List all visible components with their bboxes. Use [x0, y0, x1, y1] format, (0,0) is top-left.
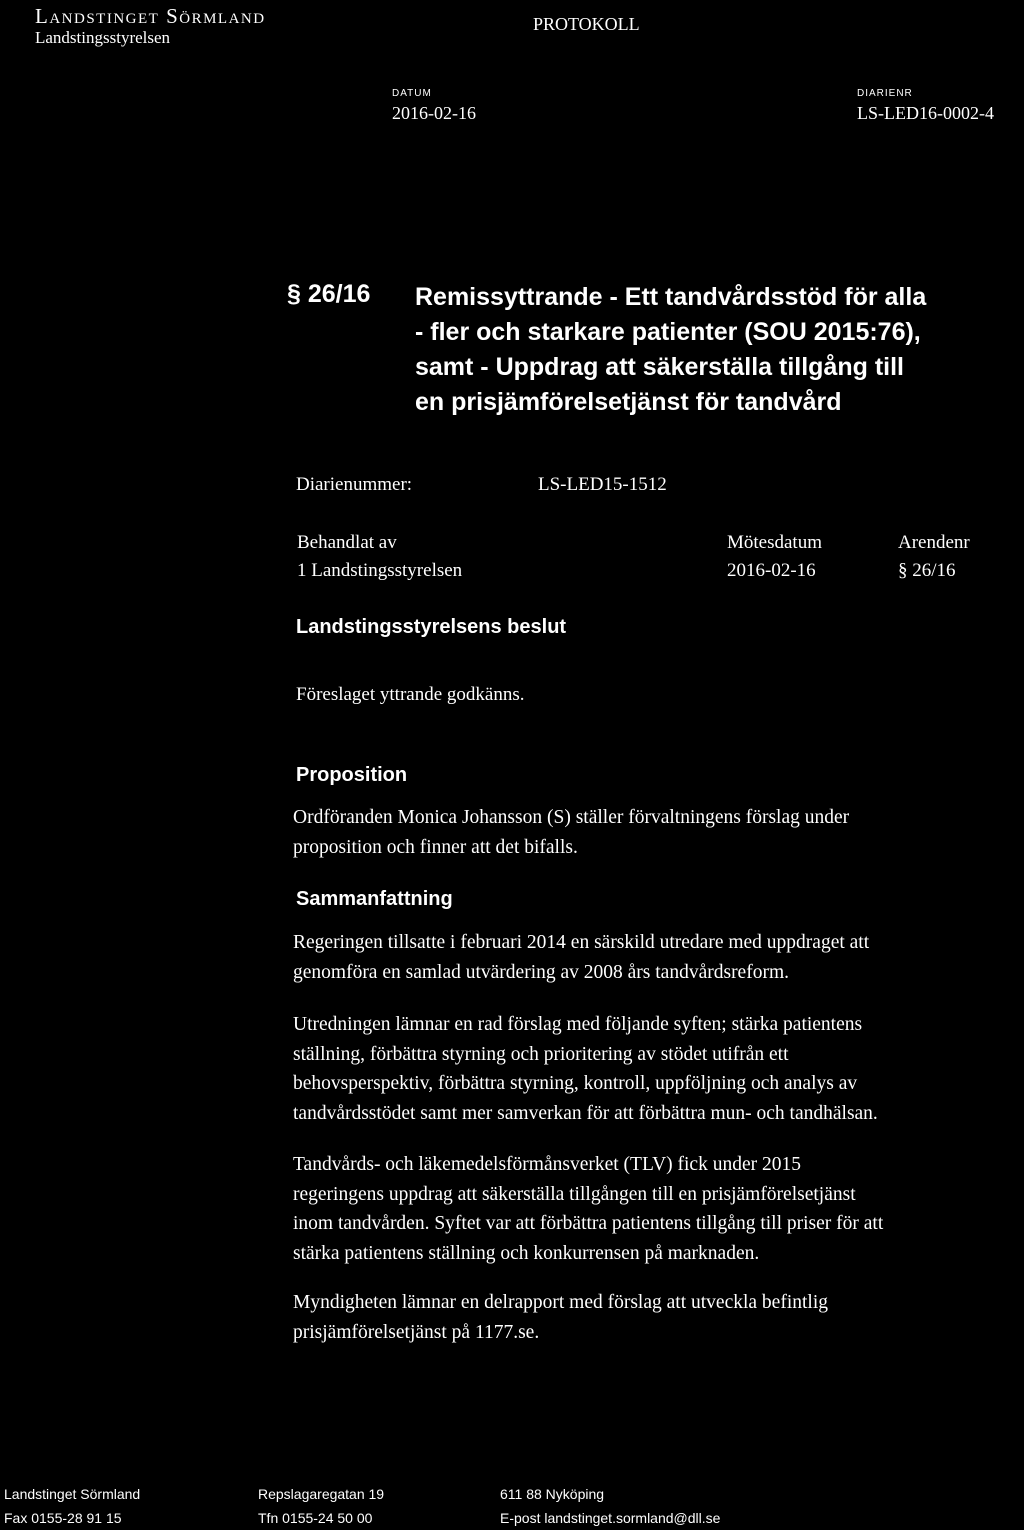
- case-number-label: Arendenr: [898, 532, 970, 553]
- section-number: § 26/16: [287, 280, 371, 308]
- meeting-date-label: Mötesdatum: [727, 532, 822, 553]
- footer-city: 611 88 Nyköping: [500, 1486, 605, 1502]
- datum-value: 2016-02-16: [392, 103, 476, 123]
- footer-address-block: [258, 1482, 384, 1530]
- document-type: PROTOKOLL: [533, 14, 640, 34]
- summary-paragraph: [293, 928, 1023, 987]
- section-title-line: Remissyttrande - Ett tandvårdsstöd för alla: [415, 283, 927, 311]
- meeting-date-value: 2016-02-16: [727, 560, 816, 581]
- diarienummer-label: Diarienummer:: [296, 474, 413, 495]
- paragraph-line: Tandvårds- och läkemedelsförmånsverket (TLV) fick under 2015: [293, 1154, 801, 1175]
- handled-by-value: 1 Landstingsstyrelsen: [297, 560, 463, 581]
- paragraph-line: Utredningen lämnar en rad förslag med följande syften; stärka patientens: [293, 1014, 863, 1035]
- section-title-line: en prisjämförelsetjänst för tandvård: [415, 388, 842, 416]
- paragraph-line: Regeringen tillsatte i februari 2014 en särskild utredare med uppdraget att: [293, 932, 870, 953]
- diarienummer-value: LS-LED15-1512: [538, 474, 667, 495]
- datum-label: DATUM: [392, 88, 432, 99]
- proposition-heading: Proposition: [296, 764, 408, 786]
- summary-paragraph: [293, 1010, 1023, 1128]
- handled-by-label: Behandlat av: [297, 532, 397, 553]
- decision-text: Föreslaget yttrande godkänns.: [296, 684, 525, 705]
- section-title: [415, 280, 1015, 420]
- diarienr-label: DIARIENR: [857, 88, 913, 99]
- footer-street: Repslagaregatan 19: [258, 1486, 385, 1502]
- paragraph-line: prisjämförelsetjänst på 1177.se.: [293, 1321, 540, 1343]
- footer-phone: Tfn 0155-24 50 00: [258, 1510, 373, 1526]
- footer-email: E-post landstinget.sormland@dll.se: [500, 1510, 721, 1526]
- paragraph-line: ställning, förbättra styrning och prioritering av stödet utifrån ett: [293, 1043, 789, 1065]
- organization-unit: Landstingsstyrelsen: [35, 28, 171, 47]
- organization-name: Landstinget Sörmland: [35, 4, 266, 28]
- paragraph-line: behovsperspektiv, förbättra styrning, kontroll, uppföljning och analys av: [293, 1073, 858, 1094]
- section-title-line: - fler och starkare patienter (SOU 2015:76),: [415, 318, 921, 346]
- decision-heading: Landstingsstyrelsens beslut: [296, 616, 567, 638]
- footer-fax: Fax 0155-28 91 15: [4, 1510, 122, 1526]
- summary-heading: Sammanfattning: [296, 888, 453, 910]
- paragraph-line: Ordföranden Monica Johansson (S) ställer förvaltningens förslag under: [293, 807, 850, 828]
- proposition-paragraph: [293, 803, 1023, 862]
- case-number-value: § 26/16: [898, 560, 956, 581]
- paragraph-line: Myndigheten lämnar en delrapport med förslag att utveckla befintlig: [293, 1292, 828, 1313]
- diarienr-value: LS-LED16-0002-4: [857, 103, 994, 123]
- section-title-line: samt - Uppdrag att säkerställa tillgång till: [415, 353, 905, 381]
- footer-org-block: [4, 1482, 140, 1530]
- paragraph-line: stärka patientens ställning och konkurrensen på marknaden.: [293, 1242, 760, 1264]
- paragraph-line: proposition och finner att det bifalls.: [293, 836, 578, 858]
- summary-paragraph: [293, 1288, 1023, 1347]
- footer-org: Landstinget Sörmland: [4, 1486, 141, 1502]
- paragraph-line: tandvårdsstödet samt mer samverkan för att förbättra mun- och tandhälsan.: [293, 1102, 878, 1124]
- paragraph-line: genomföra en samlad utvärdering av 2008 års tandvårdsreform.: [293, 961, 789, 983]
- footer-contact-block: [500, 1482, 720, 1530]
- paragraph-line: inom tandvården. Syftet var att förbättra patientens tillgång till priser för att: [293, 1213, 884, 1234]
- paragraph-line: regeringens uppdrag att säkerställa tillgången till en prisjämförelsetjänst: [293, 1183, 856, 1205]
- summary-paragraph: [293, 1150, 1023, 1268]
